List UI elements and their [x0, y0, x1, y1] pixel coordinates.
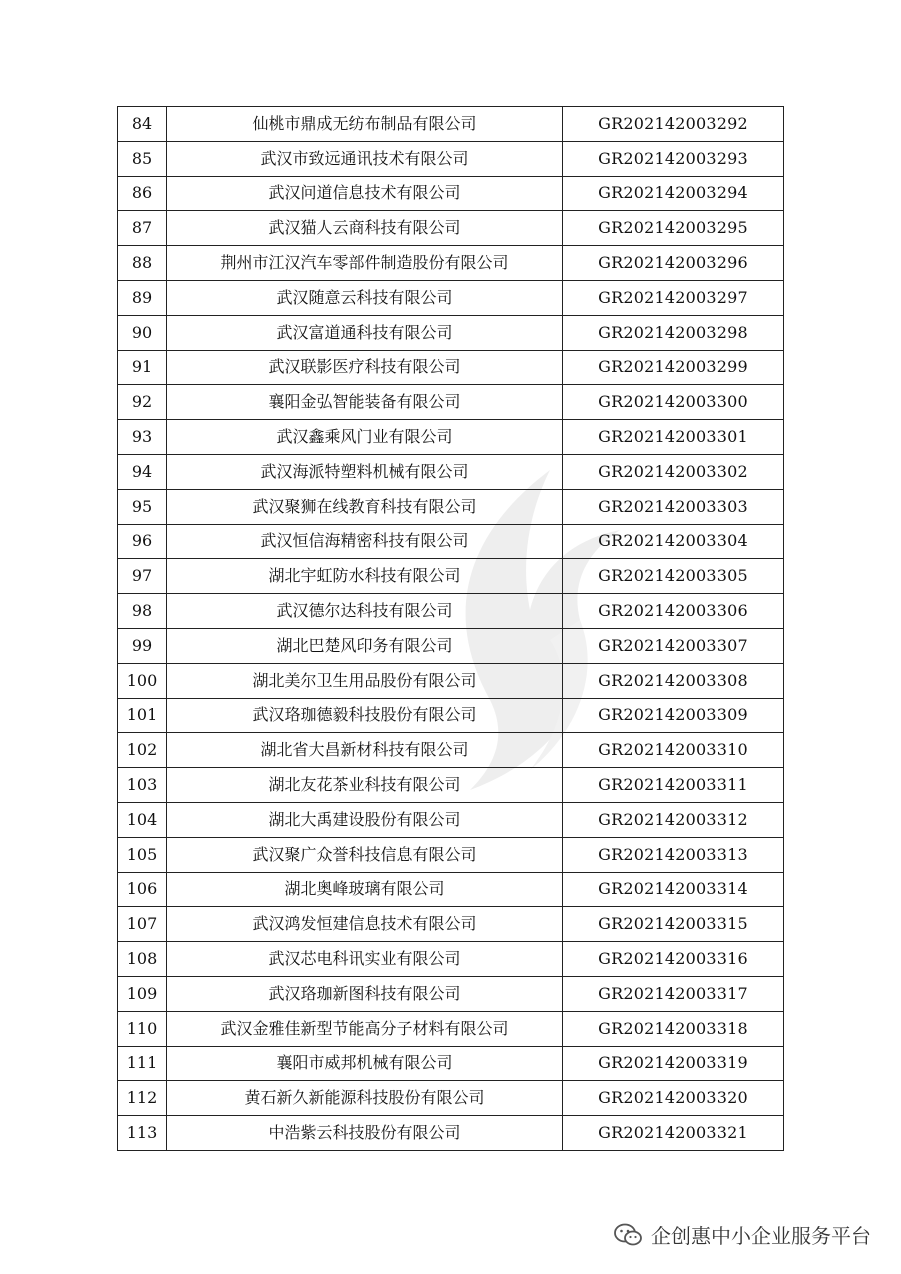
- wechat-icon: [613, 1222, 643, 1248]
- company-name: 湖北大禹建设股份有限公司: [167, 802, 563, 837]
- table-row: [118, 211, 784, 246]
- row-number: 110: [118, 1011, 167, 1046]
- company-name: 武汉鸿发恒建信息技术有限公司: [167, 907, 563, 942]
- certificate-number: GR202142003312: [563, 802, 784, 837]
- company-name: 湖北美尔卫生用品股份有限公司: [167, 663, 563, 698]
- row-number: 100: [118, 663, 167, 698]
- company-name: 武汉猫人云商科技有限公司: [167, 211, 563, 246]
- table-row: [118, 628, 784, 663]
- row-number: 94: [118, 454, 167, 489]
- table-row: [118, 768, 784, 803]
- table-row: [118, 454, 784, 489]
- footer-text: 企创惠中小企业服务平台: [651, 1224, 871, 1248]
- certificate-number: GR202142003315: [563, 907, 784, 942]
- row-number: 107: [118, 907, 167, 942]
- company-name: 襄阳金弘智能装备有限公司: [167, 385, 563, 420]
- company-name: 武汉随意云科技有限公司: [167, 280, 563, 315]
- row-number: 103: [118, 768, 167, 803]
- row-number: 93: [118, 420, 167, 455]
- company-name: 武汉恒信海精密科技有限公司: [167, 524, 563, 559]
- company-name: 荆州市江汉汽车零部件制造股份有限公司: [167, 246, 563, 281]
- certificate-number: GR202142003298: [563, 315, 784, 350]
- table-row: [118, 350, 784, 385]
- company-name: 武汉问道信息技术有限公司: [167, 176, 563, 211]
- row-number: 99: [118, 628, 167, 663]
- row-number: 112: [118, 1081, 167, 1116]
- table-row: [118, 837, 784, 872]
- table-row: [118, 1081, 784, 1116]
- row-number: 86: [118, 176, 167, 211]
- company-name: 武汉珞珈德毅科技股份有限公司: [167, 698, 563, 733]
- table-row: [118, 420, 784, 455]
- company-table: [117, 106, 784, 1151]
- company-name: 黄石新久新能源科技股份有限公司: [167, 1081, 563, 1116]
- certificate-number: GR202142003307: [563, 628, 784, 663]
- company-name: 武汉德尔达科技有限公司: [167, 594, 563, 629]
- table-row: [118, 280, 784, 315]
- company-name: 武汉联影医疗科技有限公司: [167, 350, 563, 385]
- row-number: 92: [118, 385, 167, 420]
- row-number: 98: [118, 594, 167, 629]
- table-row: [118, 315, 784, 350]
- row-number: 95: [118, 489, 167, 524]
- table-row: [118, 489, 784, 524]
- table-row: [118, 385, 784, 420]
- certificate-number: GR202142003305: [563, 559, 784, 594]
- table-row: [118, 976, 784, 1011]
- certificate-number: GR202142003314: [563, 872, 784, 907]
- certificate-number: GR202142003292: [563, 107, 784, 142]
- company-name: 武汉芯电科讯实业有限公司: [167, 942, 563, 977]
- company-name: 湖北宇虹防水科技有限公司: [167, 559, 563, 594]
- certificate-number: GR202142003301: [563, 420, 784, 455]
- row-number: 102: [118, 733, 167, 768]
- row-number: 85: [118, 141, 167, 176]
- company-name: 武汉聚狮在线教育科技有限公司: [167, 489, 563, 524]
- company-name: 湖北巴楚风印务有限公司: [167, 628, 563, 663]
- certificate-number: GR202142003303: [563, 489, 784, 524]
- certificate-number: GR202142003317: [563, 976, 784, 1011]
- certificate-number: GR202142003295: [563, 211, 784, 246]
- certificate-number: GR202142003318: [563, 1011, 784, 1046]
- row-number: 101: [118, 698, 167, 733]
- table-row: [118, 246, 784, 281]
- row-number: 96: [118, 524, 167, 559]
- company-name: 武汉聚广众誉科技信息有限公司: [167, 837, 563, 872]
- row-number: 90: [118, 315, 167, 350]
- row-number: 104: [118, 802, 167, 837]
- table-row: [118, 698, 784, 733]
- certificate-number: GR202142003319: [563, 1046, 784, 1081]
- row-number: 108: [118, 942, 167, 977]
- certificate-number: GR202142003293: [563, 141, 784, 176]
- certificate-number: GR202142003296: [563, 246, 784, 281]
- certificate-number: GR202142003310: [563, 733, 784, 768]
- footer-brand: [613, 1220, 871, 1249]
- row-number: 87: [118, 211, 167, 246]
- certificate-number: GR202142003308: [563, 663, 784, 698]
- table-row: [118, 524, 784, 559]
- company-name: 武汉富道通科技有限公司: [167, 315, 563, 350]
- company-name: 武汉金雅佳新型节能高分子材料有限公司: [167, 1011, 563, 1046]
- row-number: 88: [118, 246, 167, 281]
- company-name: 湖北友花茶业科技有限公司: [167, 768, 563, 803]
- certificate-number: GR202142003316: [563, 942, 784, 977]
- row-number: 113: [118, 1116, 167, 1151]
- certificate-number: GR202142003297: [563, 280, 784, 315]
- certificate-number: GR202142003302: [563, 454, 784, 489]
- row-number: 84: [118, 107, 167, 142]
- company-name: 中浩紫云科技股份有限公司: [167, 1116, 563, 1151]
- company-name: 武汉市致远通讯技术有限公司: [167, 141, 563, 176]
- certificate-number: GR202142003304: [563, 524, 784, 559]
- table-row: [118, 594, 784, 629]
- table-row: [118, 733, 784, 768]
- row-number: 105: [118, 837, 167, 872]
- certificate-number: GR202142003321: [563, 1116, 784, 1151]
- row-number: 109: [118, 976, 167, 1011]
- company-name: 武汉海派特塑料机械有限公司: [167, 454, 563, 489]
- table-row: [118, 141, 784, 176]
- table-row: [118, 107, 784, 142]
- certificate-number: GR202142003313: [563, 837, 784, 872]
- table-row: [118, 1046, 784, 1081]
- row-number: 91: [118, 350, 167, 385]
- company-name: 武汉珞珈新图科技有限公司: [167, 976, 563, 1011]
- table-row: [118, 1116, 784, 1151]
- certificate-number: GR202142003320: [563, 1081, 784, 1116]
- company-name: 仙桃市鼎成无纺布制品有限公司: [167, 107, 563, 142]
- table-row: [118, 559, 784, 594]
- certificate-number: GR202142003294: [563, 176, 784, 211]
- company-name: 湖北省大昌新材科技有限公司: [167, 733, 563, 768]
- table-row: [118, 942, 784, 977]
- company-name: 武汉鑫乘风门业有限公司: [167, 420, 563, 455]
- table-row: [118, 663, 784, 698]
- certificate-number: GR202142003300: [563, 385, 784, 420]
- row-number: 97: [118, 559, 167, 594]
- company-name: 襄阳市威邦机械有限公司: [167, 1046, 563, 1081]
- company-name: 湖北奥峰玻璃有限公司: [167, 872, 563, 907]
- row-number: 106: [118, 872, 167, 907]
- certificate-number: GR202142003299: [563, 350, 784, 385]
- row-number: 89: [118, 280, 167, 315]
- certificate-number: GR202142003311: [563, 768, 784, 803]
- table-row: [118, 176, 784, 211]
- table-row: [118, 802, 784, 837]
- row-number: 111: [118, 1046, 167, 1081]
- table-row: [118, 872, 784, 907]
- table-row: [118, 1011, 784, 1046]
- table-row: [118, 907, 784, 942]
- certificate-number: GR202142003309: [563, 698, 784, 733]
- certificate-number: GR202142003306: [563, 594, 784, 629]
